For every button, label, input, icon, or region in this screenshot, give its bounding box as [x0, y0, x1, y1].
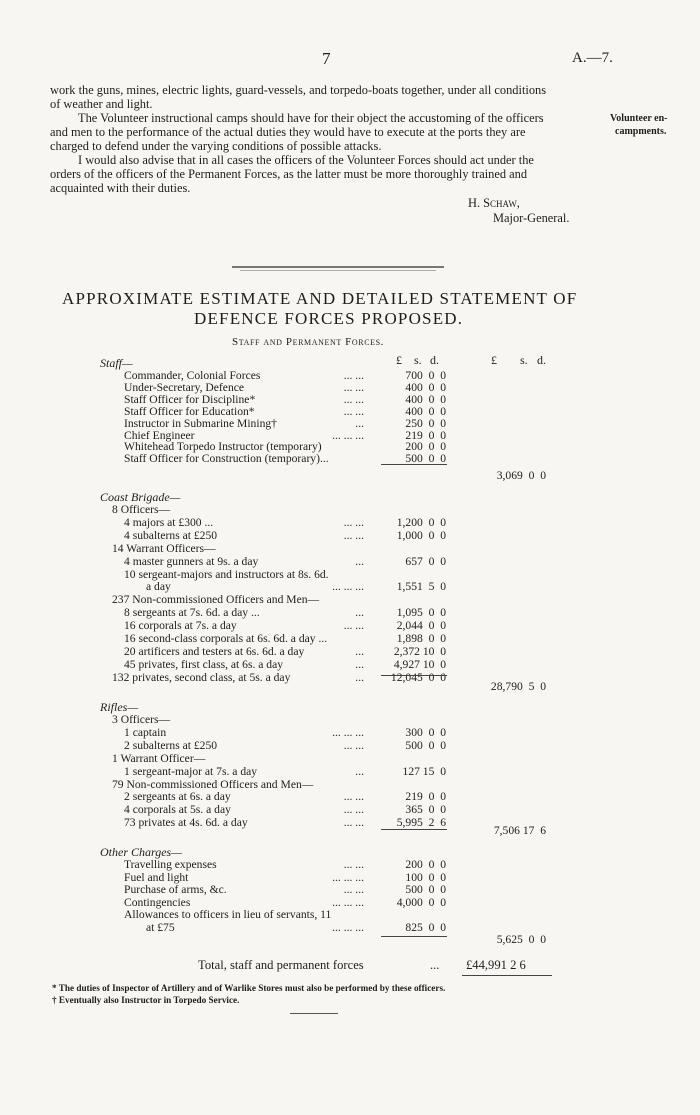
other-total: 5,625 0 0 — [496, 933, 546, 946]
coast-row — [0, 516, 700, 529]
row-amount: 300 0 0 — [405, 725, 446, 739]
signature-name: H. Schaw, — [468, 196, 520, 210]
row-label: Purchase of arms, &c. — [124, 883, 227, 897]
row-label: 8 sergeants at 7s. 6d. a day ... — [124, 606, 260, 620]
row-label: 2 subalterns at £250 — [124, 738, 218, 752]
row-leader-dots: ... — [355, 657, 364, 671]
rifles-total: 7,506 17 6 — [493, 824, 546, 837]
row-leader-dots: ... ... — [343, 883, 364, 897]
row-amount: 219 0 0 — [405, 428, 446, 442]
row-leader-dots: ... — [355, 416, 364, 430]
intro-line: I would also advise that in all cases the officers of the Volunteer Forces should act under the — [78, 153, 534, 167]
row-amount: 1,200 0 0 — [396, 515, 446, 529]
col-shillings: s. — [414, 353, 422, 367]
row-amount: 500 0 0 — [405, 452, 446, 466]
row-amount: 12,045 0 0 — [390, 670, 446, 684]
rifles-row — [0, 739, 700, 752]
row-amount: 1,551 5 0 — [396, 580, 446, 594]
row-label: 14 Warrant Officers— — [112, 541, 216, 555]
row-amount: 127 15 0 — [402, 764, 446, 778]
row-label: 8 Officers— — [112, 503, 171, 516]
row-leader-dots: ... ... — [343, 738, 364, 752]
row-label: 4 subalterns at £250 — [124, 528, 218, 542]
rifles-row — [0, 803, 700, 816]
row-label: Travelling expenses — [124, 858, 217, 871]
row-amount: 365 0 0 — [405, 803, 446, 817]
grand-total-label: Total, staff and permanent forces — [198, 958, 364, 972]
coast-row — [0, 580, 700, 593]
row-label: Commander, Colonial Forces — [124, 369, 261, 382]
intro-line: orders of the officers of the Permanent Forces, as the latter must be more thoroughly trained and — [50, 167, 528, 181]
grand-total-underline — [462, 975, 552, 976]
row-leader-dots: ... ... ... — [332, 725, 364, 739]
row-label: 10 sergeant-majors and instructors at 8s. 6d. — [124, 567, 329, 581]
margin-note: campments. — [615, 126, 667, 137]
row-amount: 825 0 0 — [405, 921, 446, 934]
rifles-row — [0, 752, 700, 765]
other-row — [0, 883, 700, 896]
row-label: 1 Warrant Officer— — [112, 751, 206, 765]
staff-total: 3,069 0 0 — [496, 469, 546, 482]
intro-line: and men to the performance of the actual duties they would have to execute at the ports they are — [50, 125, 526, 139]
page-number: 7 — [322, 49, 331, 68]
row-amount: 250 0 0 — [405, 416, 446, 430]
row-amount: 200 0 0 — [405, 440, 446, 454]
row-label: Under-Secretary, Defence — [124, 380, 245, 394]
other-row — [0, 921, 700, 934]
page-title: APPROXIMATE ESTIMATE AND DETAILED STATEMENT OF — [62, 289, 578, 308]
row-amount: 700 0 0 — [405, 369, 446, 382]
row-leader-dots: ... — [355, 764, 364, 778]
row-label: 73 privates at 4s. 6d. a day — [124, 816, 248, 830]
row-amount: 1,000 0 0 — [396, 528, 446, 542]
other-row — [0, 858, 700, 871]
rifles-row — [0, 713, 700, 726]
signature-title: Major-General. — [493, 211, 570, 225]
col-shillings-total: s. — [520, 353, 528, 367]
row-amount: 219 0 0 — [405, 790, 446, 804]
row-label: 20 artificers and testers at 6s. 6d. a day — [124, 644, 305, 658]
coast-heading: Coast Brigade— — [100, 490, 181, 504]
row-label: 1 sergeant-major at 7s. a day — [124, 764, 258, 778]
other-row — [0, 896, 700, 909]
rifles-row — [0, 726, 700, 739]
coast-row — [0, 671, 700, 684]
row-leader-dots: ... ... — [343, 528, 364, 542]
row-label: a day — [146, 580, 171, 594]
coast-total: 28,790 5 0 — [490, 680, 546, 693]
row-amount: 200 0 0 — [405, 858, 446, 871]
row-label: 79 Non-commissioned Officers and Men— — [112, 777, 314, 791]
row-amount: 4,927 10 0 — [393, 657, 446, 671]
row-amount: 500 0 0 — [405, 738, 446, 752]
row-leader-dots: ... ... — [343, 803, 364, 817]
row-label: 4 corporals at 5s. a day — [124, 803, 231, 817]
row-label: Whitehead Torpedo Instructor (temporary) — [124, 440, 322, 454]
row-label: Staff Officer for Construction (temporary)... — [124, 452, 329, 466]
row-amount: 400 0 0 — [405, 392, 446, 406]
rifles-row — [0, 790, 700, 803]
intro-line: The Volunteer instructional camps should have for their object the accustoming of the officers — [78, 111, 544, 125]
staff-row — [0, 452, 700, 465]
row-amount: 1,095 0 0 — [396, 606, 446, 620]
page-title-line2: DEFENCE FORCES PROPOSED. — [194, 309, 464, 328]
grand-total-dots: ... — [430, 958, 440, 972]
row-leader-dots: ... ... ... — [332, 580, 364, 594]
row-leader-dots: ... ... — [343, 790, 364, 804]
col-pence: d. — [430, 353, 439, 367]
row-leader-dots: ... ... — [343, 619, 364, 633]
row-leader-dots: ... ... — [343, 369, 364, 382]
coast-subtotal-rule — [381, 675, 447, 676]
row-leader-dots: ... ... — [343, 858, 364, 871]
row-amount: 5,995 2 6 — [396, 816, 446, 830]
row-leader-dots: ... ... ... — [332, 921, 364, 934]
row-amount: 4,000 0 0 — [396, 895, 446, 909]
row-amount: 100 0 0 — [405, 870, 446, 884]
row-label: 3 Officers— — [112, 713, 171, 726]
row-amount: 2,372 10 0 — [393, 644, 446, 658]
row-label: Chief Engineer — [124, 428, 195, 442]
row-leader-dots: ... ... ... — [332, 895, 364, 909]
row-amount: 1,898 0 0 — [396, 632, 446, 645]
margin-note: Volunteer en- — [610, 113, 668, 124]
row-label: 237 Non-commissioned Officers and Men— — [112, 593, 320, 607]
coast-row — [0, 555, 700, 568]
col-pound: £ — [396, 353, 402, 367]
row-leader-dots: ... ... — [343, 392, 364, 406]
row-label: 16 corporals at 7s. a day — [124, 619, 237, 633]
rifles-row — [0, 778, 700, 791]
row-leader-dots: ... ... — [343, 380, 364, 394]
coast-row — [0, 503, 700, 516]
row-leader-dots: ... ... ... — [332, 428, 364, 442]
row-label: Staff Officer for Discipline* — [124, 392, 256, 406]
row-label: Instructor in Submarine Mining† — [124, 416, 277, 430]
row-leader-dots: ... — [355, 644, 364, 658]
intro-line: charged to defend under the varying conditions of possible attacks. — [50, 139, 382, 153]
row-leader-dots: ... ... — [343, 404, 364, 418]
row-amount: 657 0 0 — [405, 554, 446, 568]
rifles-subtotal-rule — [381, 829, 447, 830]
coast-row — [0, 619, 700, 632]
rifles-heading: Rifles— — [100, 700, 138, 714]
coast-row — [0, 658, 700, 671]
row-label: 45 privates, first class, at 6s. a day — [124, 657, 284, 671]
row-label: 16 second-class corporals at 6s. 6d. a day ... — [124, 632, 328, 645]
coast-row — [0, 645, 700, 658]
staff-heading: Staff— — [100, 356, 133, 370]
coast-row — [0, 542, 700, 555]
staff-subtotal-rule — [381, 464, 447, 465]
row-amount: 2,044 0 0 — [396, 619, 446, 633]
row-leader-dots: ... ... — [343, 816, 364, 830]
row-leader-dots: ... ... — [343, 515, 364, 529]
footnote: * The duties of Inspector of Artillery and of Warlike Stores must also be performed by these officers. — [52, 983, 446, 993]
rifles-row — [0, 765, 700, 778]
row-label: 4 majors at £300 ... — [124, 515, 214, 529]
section-subtitle: Staff and Permanent Forces. — [232, 336, 385, 348]
row-amount: 400 0 0 — [405, 404, 446, 418]
row-label: 1 captain — [124, 725, 167, 739]
document-reference: A.—7. — [572, 50, 613, 66]
coast-row — [0, 568, 700, 581]
row-amount: 500 0 0 — [405, 883, 446, 897]
row-leader-dots: ... ... ... — [332, 870, 364, 884]
row-label: 2 sergeants at 6s. a day — [124, 790, 231, 804]
coast-row — [0, 632, 700, 645]
coast-row — [0, 593, 700, 606]
row-amount: 400 0 0 — [405, 380, 446, 394]
footnote: † Eventually also Instructor in Torpedo Service. — [52, 995, 240, 1005]
col-pence-total: d. — [537, 353, 546, 367]
other-row — [0, 871, 700, 884]
coast-row — [0, 529, 700, 542]
row-leader-dots: ... — [355, 670, 364, 684]
row-label: 132 privates, second class, at 5s. a day — [112, 670, 291, 684]
row-label: at £75 — [146, 921, 175, 934]
other-heading: Other Charges— — [100, 845, 182, 859]
other-row — [0, 908, 700, 921]
row-label: Contingencies — [124, 895, 191, 909]
row-label: Staff Officer for Education* — [124, 404, 255, 418]
col-pound-total: £ — [491, 353, 497, 367]
other-subtotal-rule — [381, 936, 447, 937]
rifles-row — [0, 816, 700, 829]
row-label: 4 master gunners at 9s. a day — [124, 554, 259, 568]
row-label: Allowances to officers in lieu of servants, 11 — [124, 908, 332, 922]
row-leader-dots: ... — [355, 606, 364, 620]
coast-row — [0, 606, 700, 619]
intro-line: of weather and light. — [50, 97, 153, 111]
footnote-divider — [290, 1013, 338, 1014]
row-label: Fuel and light — [124, 870, 189, 884]
intro-line: acquainted with their duties. — [50, 181, 191, 195]
grand-total-amount: £44,991 2 6 — [466, 958, 526, 972]
row-leader-dots: ... — [355, 554, 364, 568]
intro-line: work the guns, mines, electric lights, guard-vessels, and torpedo-boats together, under all conditions — [50, 83, 547, 97]
